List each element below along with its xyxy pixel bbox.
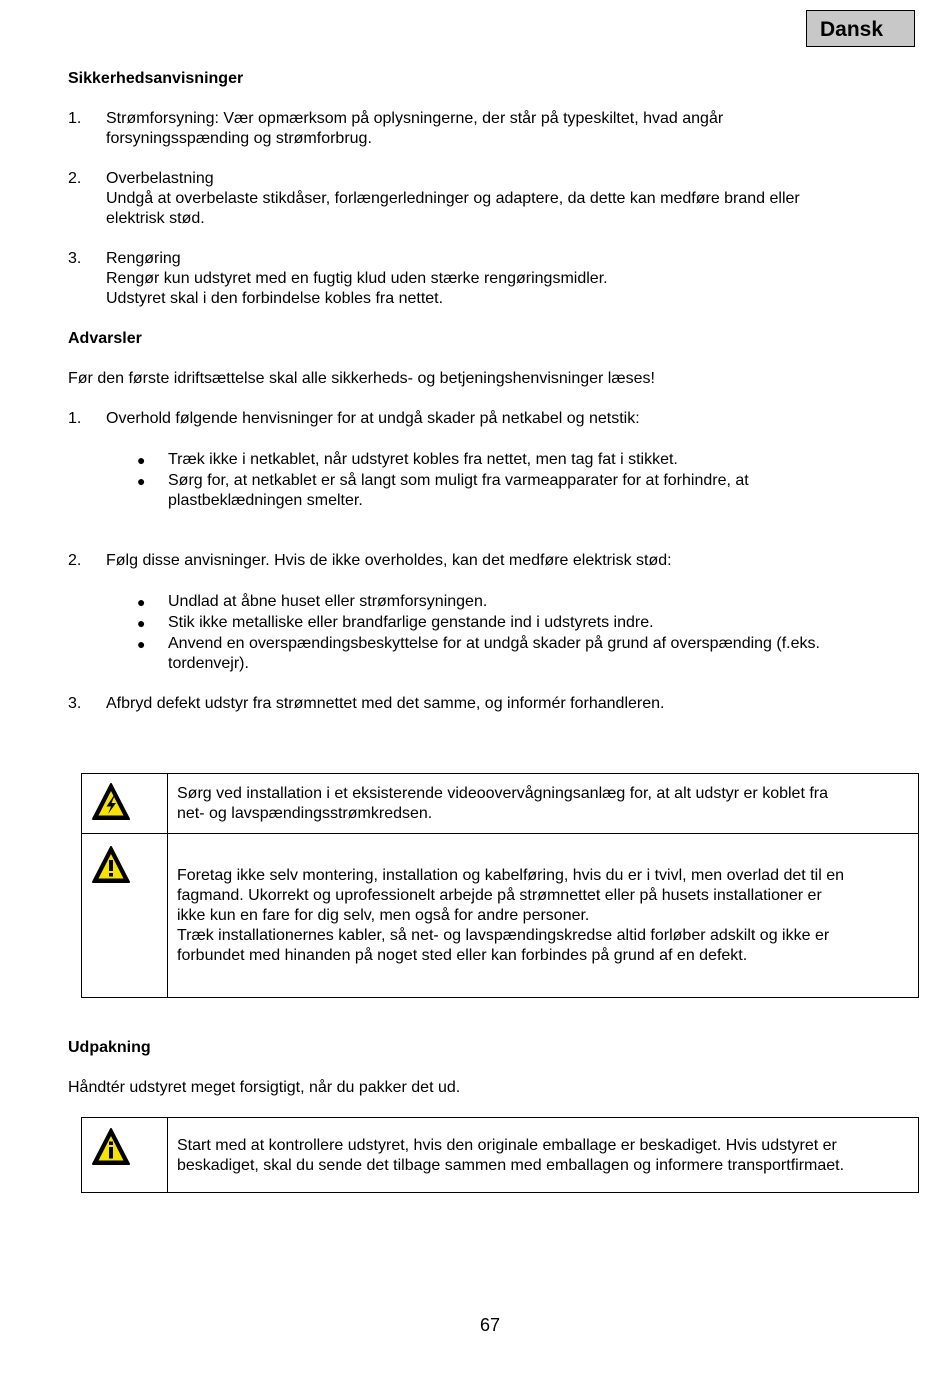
safety-item-line: Undgå at overbelaste stikdåser, forlængerledninger og adaptere, da dette kan medføre brand eller — [106, 190, 800, 207]
notice-line: Start med at kontrollere udstyret, hvis den originale emballage er beskadiget. Hvis udstyret er — [177, 1137, 837, 1154]
notice-line: Foretag ikke selv montering, installation og kabelføring, hvis du er i tvivl, men overlad det til en — [177, 867, 844, 884]
safety-item-number: 1. — [68, 110, 82, 127]
warning-item-number: 1. — [68, 410, 82, 427]
bullet-icon: ● — [137, 594, 146, 610]
warning-item-number: 3. — [68, 695, 82, 712]
notice-message — [168, 834, 919, 998]
warning-item-text: Følg disse anvisninger. Hvis de ikke overholdes, kan det medføre elektrisk stød: — [106, 552, 672, 569]
unpacking-text: Håndtér udstyret meget forsigtigt, når du pakker det ud. — [68, 1079, 461, 1096]
warnings-intro: Før den første idriftsættelse skal alle sikkerheds- og betjeningshenvisninger læses! — [68, 370, 655, 387]
unpacking-heading: Udpakning — [68, 1039, 151, 1056]
notice-icon-cell — [82, 1118, 168, 1193]
installation-notice-table — [81, 773, 919, 998]
safety-item-number: 3. — [68, 250, 82, 267]
notice-line: forbundet med hinanden på noget sted eller kan forbindes på grund af en defekt. — [177, 947, 748, 964]
notice-line: ikke kun en fare for dig selv, men også for andre personer. — [177, 907, 590, 924]
bullet-icon: ● — [137, 473, 146, 489]
bullet-text: Stik ikke metalliske eller brandfarlige genstande ind i udstyrets indre. — [168, 614, 654, 631]
language-tab: Dansk — [806, 10, 915, 47]
bullet-text: tordenvejr). — [168, 655, 249, 672]
bullet-text: Træk ikke i netkablet, når udstyret kobles fra nettet, men tag fat i stikket. — [168, 451, 678, 468]
safety-item-line: Rengør kun udstyret med en fugtig klud uden stærke rengøringsmidler. — [106, 270, 608, 287]
bullet-text: Sørg for, at netkablet er så langt som muligt fra varmeapparater for at forhindre, at — [168, 472, 749, 489]
bullet-text: Undlad at åbne huset eller strømforsyningen. — [168, 593, 488, 610]
unpacking-notice-table — [81, 1117, 919, 1193]
bullet-text: plastbeklædningen smelter. — [168, 492, 363, 509]
notice-icon-cell — [82, 834, 168, 998]
bullet-icon: ● — [137, 636, 146, 652]
exclamation-warning-icon — [91, 845, 167, 885]
safety-item-line: Strømforsyning: Vær opmærksom på oplysningerne, der står på typeskiltet, hvad angår — [106, 110, 724, 127]
safety-item-line: forsyningsspænding og strømforbrug. — [106, 130, 372, 147]
safety-item-line: Overbelastning — [106, 170, 214, 187]
notice-icon-cell — [82, 774, 168, 834]
notice-line: beskadiget, skal du sende det tilbage sammen med emballagen og informere transportfirmaet. — [177, 1157, 845, 1174]
safety-heading: Sikkerhedsanvisninger — [68, 70, 244, 87]
info-warning-icon — [91, 1127, 167, 1167]
safety-item-line: Udstyret skal i den forbindelse kobles fra nettet. — [106, 290, 444, 307]
safety-item-line: Rengøring — [106, 250, 181, 267]
warnings-heading: Advarsler — [68, 330, 142, 347]
warning-item-text: Overhold følgende henvisninger for at undgå skader på netkabel og netstik: — [106, 410, 640, 427]
page-number: 67 — [479, 1315, 501, 1335]
notice-line: net- og lavspændingsstrømkredsen. — [177, 805, 433, 822]
notice-message — [168, 1118, 919, 1193]
high-voltage-warning-icon — [91, 782, 167, 822]
bullet-icon: ● — [137, 615, 146, 631]
warning-item-number: 2. — [68, 552, 82, 569]
bullet-icon: ● — [137, 452, 146, 468]
warning-item-text: Afbryd defekt udstyr fra strømnettet med det samme, og informér forhandleren. — [106, 695, 665, 712]
bullet-text: Anvend en overspændingsbeskyttelse for at undgå skader på grund af overspænding (f.eks. — [168, 635, 820, 652]
safety-item-number: 2. — [68, 170, 82, 187]
notice-line: Sørg ved installation i et eksisterende videoovervågningsanlæg for, at alt udstyr er koblet fra — [177, 785, 829, 802]
notice-line: Træk installationernes kabler, så net- og lavspændingskredse altid forløber adskilt og ikke er — [177, 927, 830, 944]
notice-line: fagmand. Ukorrekt og uprofessionelt arbejde på strømnettet eller på husets installationer er — [177, 887, 822, 904]
safety-item-line: elektrisk stød. — [106, 210, 205, 227]
notice-message — [168, 774, 919, 834]
